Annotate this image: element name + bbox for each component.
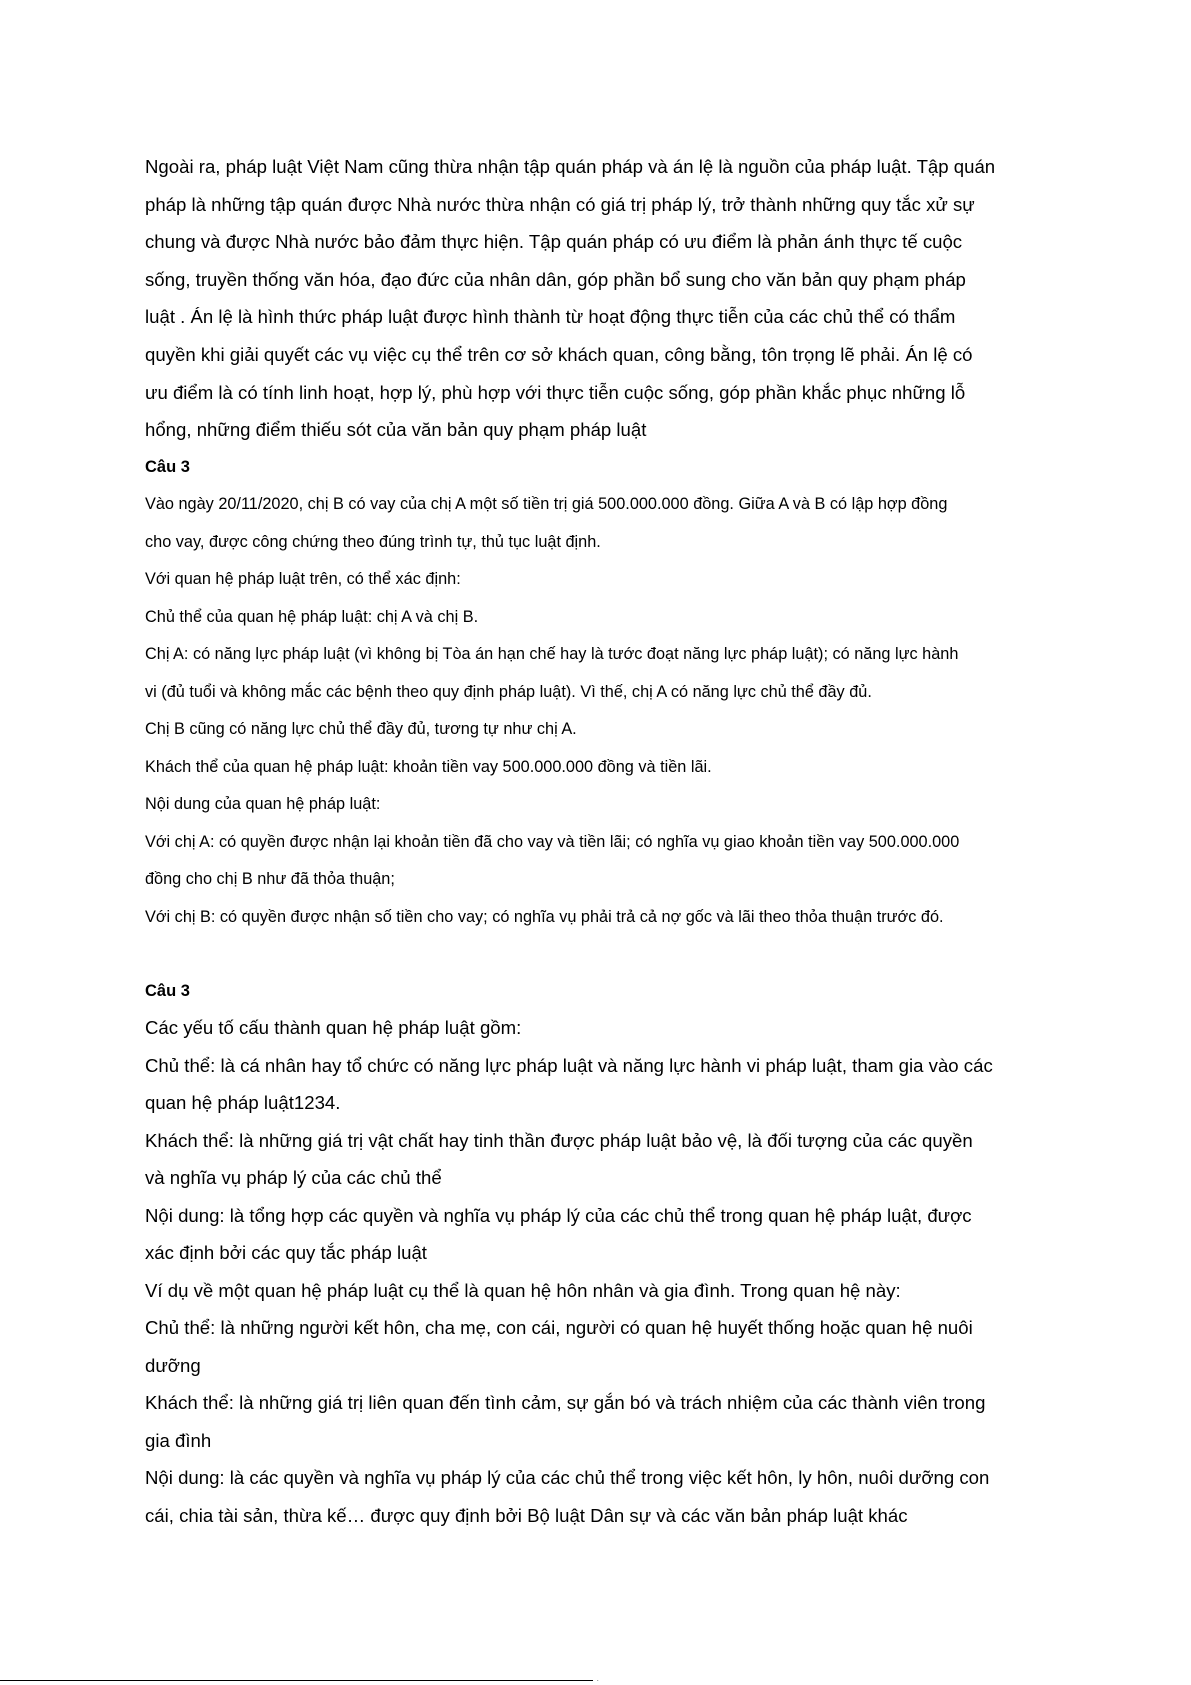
text-line: gia đình bbox=[145, 1429, 212, 1451]
footer-rule bbox=[0, 1680, 593, 1681]
text-line: Khách thể: là những giá trị liên quan đến tình cảm, sự gắn bó và trách nhiệm của các thành viên trong bbox=[145, 1392, 986, 1413]
section-body-legal-relation-elements bbox=[145, 1009, 1045, 1534]
text-line: Ví dụ về một quan hệ pháp luật cụ thể là quan hệ hôn nhân và gia đình. Trong quan hệ này: bbox=[145, 1279, 901, 1301]
text-line: Các yếu tố cấu thành quan hệ pháp luật gồm: bbox=[145, 1017, 522, 1038]
text-line: Vào ngày 20/11/2020, chị B có vay của chị A một số tiền trị giá 500.000.000 đồng. Giữa A và B có lập hợp đồng bbox=[145, 495, 948, 513]
text-line: luật . Án lệ là hình thức pháp luật được hình thành từ hoạt động thực tiễn của các chủ thể có thẩm bbox=[145, 306, 956, 328]
text-line: cái, chia tài sản, thừa kế… được quy định bởi Bộ luật Dân sự và các văn bản pháp luật khác bbox=[145, 1504, 908, 1526]
text-line: Nội dung: là các quyền và nghĩa vụ pháp lý của các chủ thể trong việc kết hôn, ly hôn, nuôi dưỡng con bbox=[145, 1467, 990, 1488]
text-line: Chủ thể của quan hệ pháp luật: chị A và chị B. bbox=[145, 607, 479, 626]
text-line: cho vay, được công chứng theo đúng trình tự, thủ tục luật định. bbox=[145, 532, 601, 551]
text-line: Nội dung của quan hệ pháp luật: bbox=[145, 795, 381, 813]
text-line: Ngoài ra, pháp luật Việt Nam cũng thừa nhận tập quán pháp và án lệ là nguồn của pháp luật. Tập quán bbox=[145, 156, 996, 177]
text-line: quyền khi giải quyết các vụ việc cụ thể trên cơ sở khách quan, công bằng, tôn trọng lẽ phải. Án lệ có bbox=[145, 343, 973, 365]
paragraph-sources-of-law bbox=[145, 148, 1045, 449]
text-line: pháp là những tập quán được Nhà nước thừa nhận có giá trị pháp lý, trở thành những quy tắc xử sự bbox=[145, 193, 975, 215]
text-line: Với chị A: có quyền được nhận lại khoản tiền đã cho vay và tiền lãi; có nghĩa vụ giao khoản tiền vay 500.000.000 bbox=[145, 832, 960, 851]
text-line: Chủ thể: là những người kết hôn, cha mẹ, con cái, người có quan hệ huyết thống hoặc quan hệ nuôi bbox=[145, 1317, 973, 1338]
text-line: Với chị B: có quyền được nhận số tiền cho vay; có nghĩa vụ phải trả cả nợ gốc và lãi theo thỏa thuận trước đó. bbox=[145, 907, 944, 926]
text-line: Nội dung: là tổng hợp các quyền và nghĩa vụ pháp lý của các chủ thể trong quan hệ pháp luật, được bbox=[145, 1204, 972, 1226]
section-body-loan-case bbox=[145, 486, 1045, 936]
text-line: vi (đủ tuổi và không mắc các bệnh theo quy định pháp luật). Vì thế, chị A có năng lực chủ thể đầy đủ. bbox=[145, 682, 872, 701]
text-line: Khách thể của quan hệ pháp luật: khoản tiền vay 500.000.000 đồng và tiền lãi. bbox=[145, 757, 712, 776]
text-line: quan hệ pháp luật1234. bbox=[145, 1092, 341, 1113]
text-line: sống, truyền thống văn hóa, đạo đức của nhân dân, góp phần bổ sung cho văn bản quy phạm pháp bbox=[145, 268, 966, 290]
text-line: Chị A: có năng lực pháp luật (vì không bị Tòa án hạn chế hay là tước đoạt năng lực pháp luật); có năng lực hành bbox=[145, 645, 959, 663]
text-line: và nghĩa vụ pháp lý của các chủ thể bbox=[145, 1167, 442, 1188]
section-heading-cau-3-second: Câu 3 bbox=[145, 982, 190, 1000]
text-line: xác định bởi các quy tắc pháp luật bbox=[145, 1242, 427, 1263]
text-line: ưu điểm là có tính linh hoạt, hợp lý, phù hợp với thực tiễn cuộc sống, góp phần khắc phục những lỗ bbox=[145, 381, 966, 403]
footer-mark: . bbox=[597, 1677, 599, 1683]
text-line: Chủ thể: là cá nhân hay tổ chức có năng lực pháp luật và năng lực hành vi pháp luật, tham gia vào các bbox=[145, 1054, 993, 1076]
text-line: dưỡng bbox=[145, 1354, 201, 1376]
text-line: hổng, những điểm thiếu sót của văn bản quy phạm pháp luật bbox=[145, 419, 647, 441]
text-line: Khách thể: là những giá trị vật chất hay tinh thần được pháp luật bảo vệ, là đối tượng của các quyền bbox=[145, 1129, 973, 1151]
section-heading-cau-3-first: Câu 3 bbox=[145, 458, 190, 476]
text-line: chung và được Nhà nước bảo đảm thực hiện. Tập quán pháp có ưu điểm là phản ánh thực tế cuộc bbox=[145, 231, 963, 253]
text-line: đồng cho chị B như đã thỏa thuận; bbox=[145, 870, 395, 888]
text-line: Với quan hệ pháp luật trên, có thể xác định: bbox=[145, 570, 461, 588]
text-line: Chị B cũng có năng lực chủ thể đầy đủ, tương tự như chị A. bbox=[145, 720, 577, 738]
